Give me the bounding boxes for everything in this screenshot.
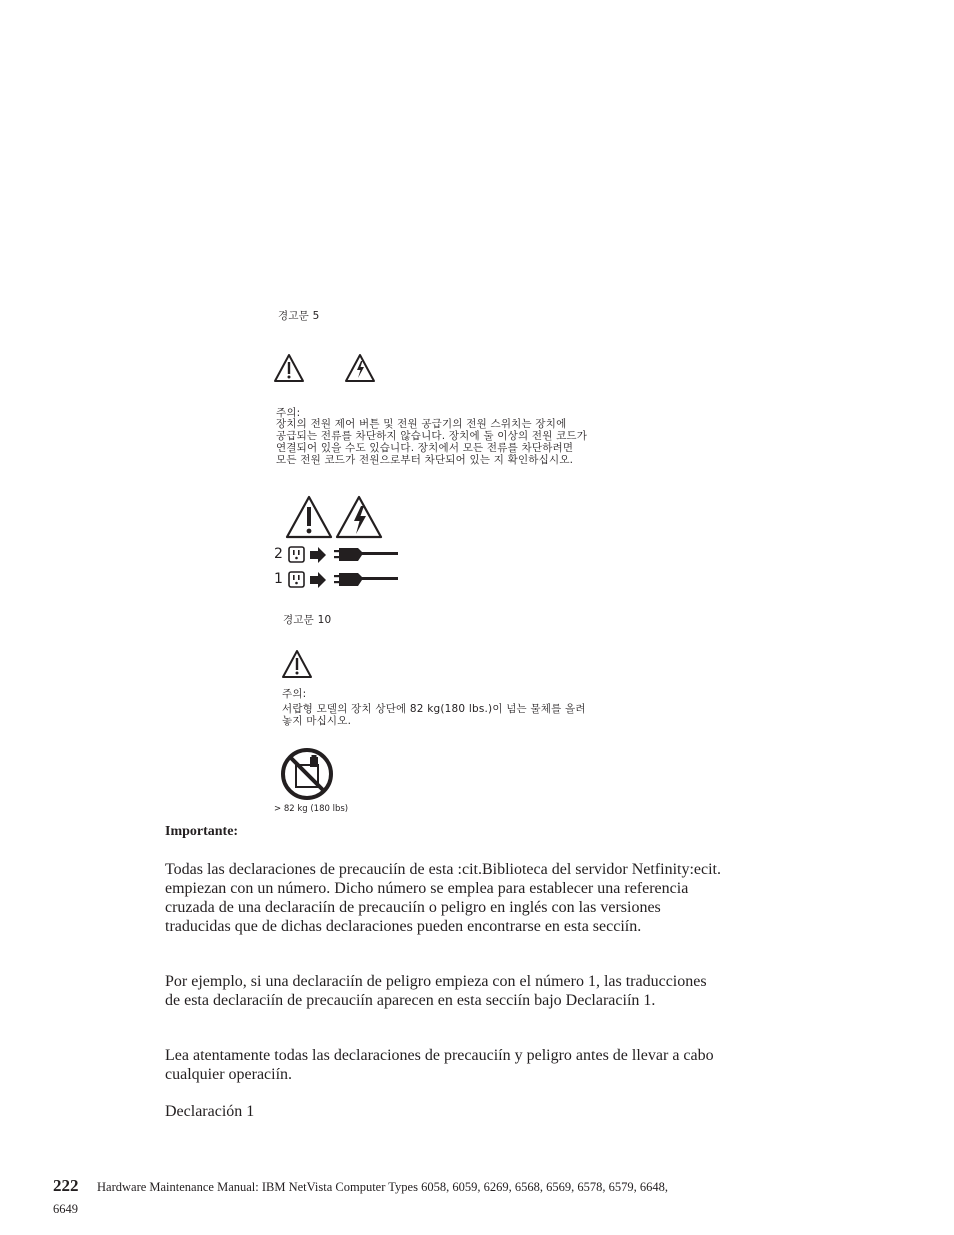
power-plug-icon (288, 545, 400, 565)
paragraph: Todas las declaraciones de precauciín de esta :cit.Biblioteca del servidor Netfinity:ecit. empiezan con un número. Dicho número se emplea para establecer una referencia cruzada de una declaraciín de precauciín o peligro en inglés con las versiones traducidas que de dichas declaraciones pueden encontrarse en esta secciín. (165, 861, 721, 935)
statement5-body (276, 418, 587, 466)
caution-triangle-icon (281, 649, 313, 679)
electrical-hazard-icon (344, 353, 376, 383)
electrical-hazard-icon (335, 495, 383, 539)
statement10-title: 경고문 10 (283, 614, 332, 626)
important-heading: Importante: (165, 824, 239, 839)
statement5-title: 경고문 5 (278, 310, 320, 322)
statement10-caution-label: 주의: (282, 688, 307, 700)
no-stacking-icon (280, 747, 334, 801)
paragraph: Por ejemplo, si una declaraciín de peligro empieza con el número 1, las traducciones de esta declaraciín de precauciín aparecen en esta secciín bajo Declaraciín 1. (165, 973, 707, 1009)
statement5-line: 공급되는 전류를 차단하지 않습니다. 장치에 둘 이상의 전원 코드가 (276, 430, 588, 442)
declaration-heading: Declaración 1 (165, 1103, 255, 1120)
power-plug-icon (288, 570, 400, 590)
paragraph: Lea atentamente todas las declaraciones de precauciín y peligro antes de llevar a cabo cualquier operaciín. (165, 1047, 714, 1083)
plug-label-1: 1 (274, 571, 283, 587)
plug-label-2: 2 (274, 546, 283, 562)
statement10-body (282, 703, 586, 727)
footer-title-continued: 6649 (53, 1202, 78, 1216)
statement5-line: 모든 전원 코드가 전원으로부터 차단되어 있는 지 확인하십시오. (276, 454, 574, 466)
statement10-line: 놓지 마십시오. (282, 715, 352, 727)
caution-triangle-icon (273, 353, 305, 383)
weight-label: > 82 kg (180 lbs) (274, 804, 349, 814)
caution-triangle-icon (285, 495, 333, 539)
statement5-caution-label: 주의: (276, 407, 301, 419)
statement10-line: 서랍형 모델의 장치 상단에 82 kg(180 lbs.)이 넘는 물체를 올려 (282, 703, 586, 715)
page-number: 222 (53, 1176, 79, 1195)
statement5-line: 장치의 전원 제어 버튼 및 전원 공급기의 전원 스위치는 장치에 (276, 418, 567, 430)
footer-title: Hardware Maintenance Manual: IBM NetVista Computer Types 6058, 6059, 6269, 6568, 6569, 6578, 6579, 6648, (97, 1180, 668, 1194)
statement5-line: 연결되어 있을 수도 있습니다. 장치에서 모든 전류를 차단하려면 (276, 442, 574, 454)
